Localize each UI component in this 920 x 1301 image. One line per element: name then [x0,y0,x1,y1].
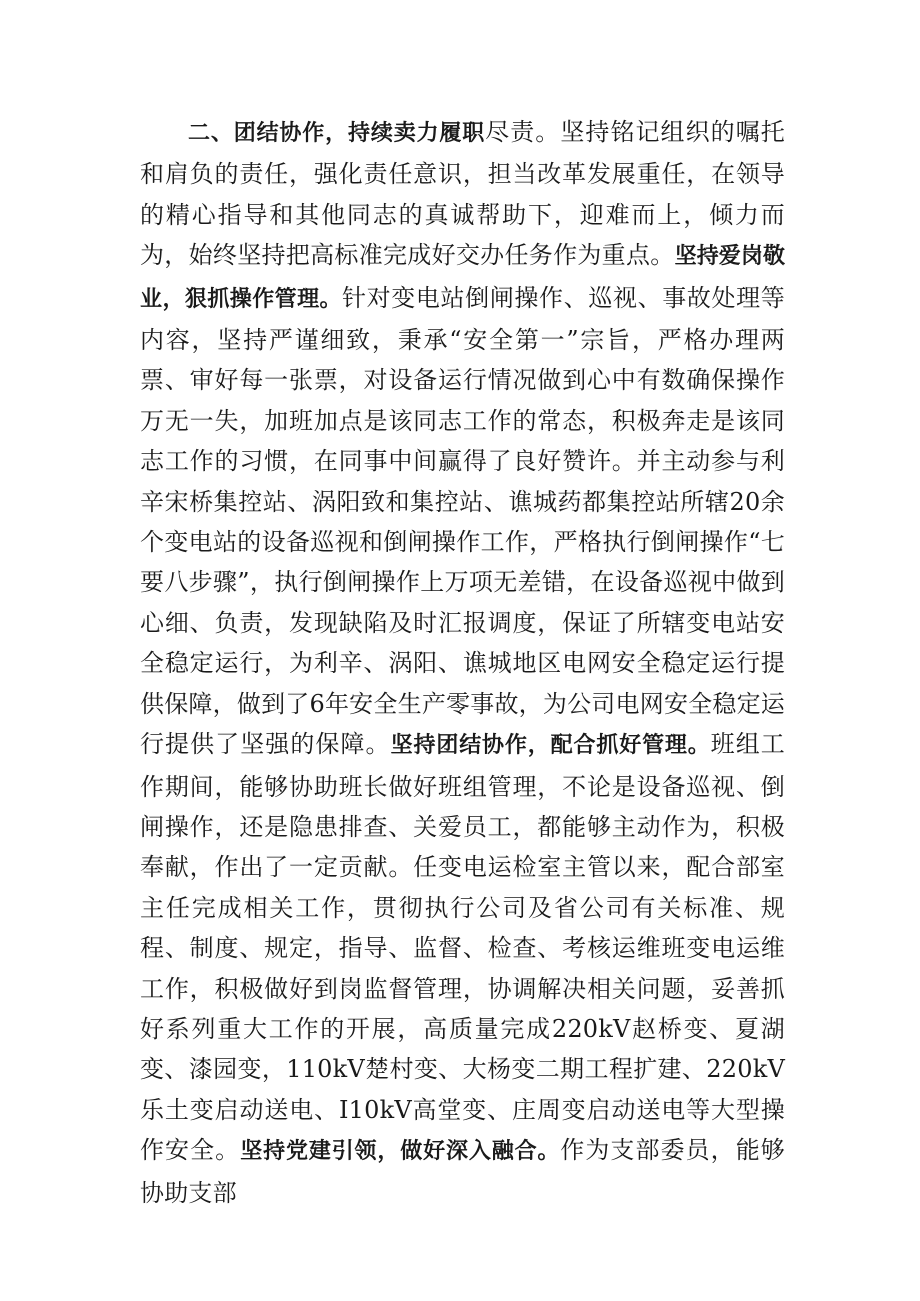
lead-phrase: 坚持爱岗敬业，狠抓操作管理。 [140,244,785,312]
lead-phrase: 坚持团结协作，配合抓好管理。 [390,733,711,759]
section-heading: 二、团结协作，持续卖力履职 [188,121,486,146]
paragraph-text: 尽责。坚持铭记组织的嘱托和肩负的责任，强化责任意识，担当改革发展重任，在领导的精心指导和其他同志的真诚帮助下，迎难而上，倾力而为，始终坚持把高标准完成好交办任务作为重点。 [140,118,785,270]
body-paragraph [140,112,785,1213]
paragraph-text: 作为支部委员，能够协助支部 [140,1136,785,1207]
paragraph-text: 针对变电站倒闸操作、巡视、事故处理等内容，坚持严谨细致，秉承“安全第一”宗旨，严格办理两票、审好每一张票，对设备运行情况做到心中有数确保操作万无一失，加班加点是该同志工作的常态，积极奔走是该同志工作的习惯，在同事中间赢得了良好赞许。并主动参与利辛宋桥集控站、涡阳致和集控站、谯城药都集控站所辖20余个变电站的设备巡视和倒闸操作工作，严格执行倒闸操作“七要八步骤”，执行倒闸操作上万项无差错，在设备巡视中做到心细、负责，发现缺陷及时汇报调度，保证了所辖变电站安全稳定运行，为利辛、涡阳、谯城地区电网安全稳定运行提供保障，做到了6年安全生产零事故，为公司电网安全稳定运行提供了坚强的保障。 [140,283,785,759]
paragraph-text: 班组工作期间，能够协助班长做好班组管理，不论是设备巡视、倒闸操作，还是隐患排查、关爱员工，都能够主动作为，积极奉献，作出了一定贡献。任变电运检室主管以来，配合部室主任完成相关工作，贯彻执行公司及省公司有关标准、规程、制度、规定，指导、监督、检查、考核运维班变电运维工作，积极做好到岗监督管理，协调解决相关问题，妥善抓好系列重大工作的开展，高质量完成220kV赵桥变、夏湖变、漆园变，110kV楚村变、大杨变二期工程扩建、220kV乐土变启动送电、I10kV高堂变、庄周变启动送电等大型操作安全。 [140,730,785,1165]
lead-phrase: 坚持党建引领，做好深入融合。 [240,1139,561,1165]
